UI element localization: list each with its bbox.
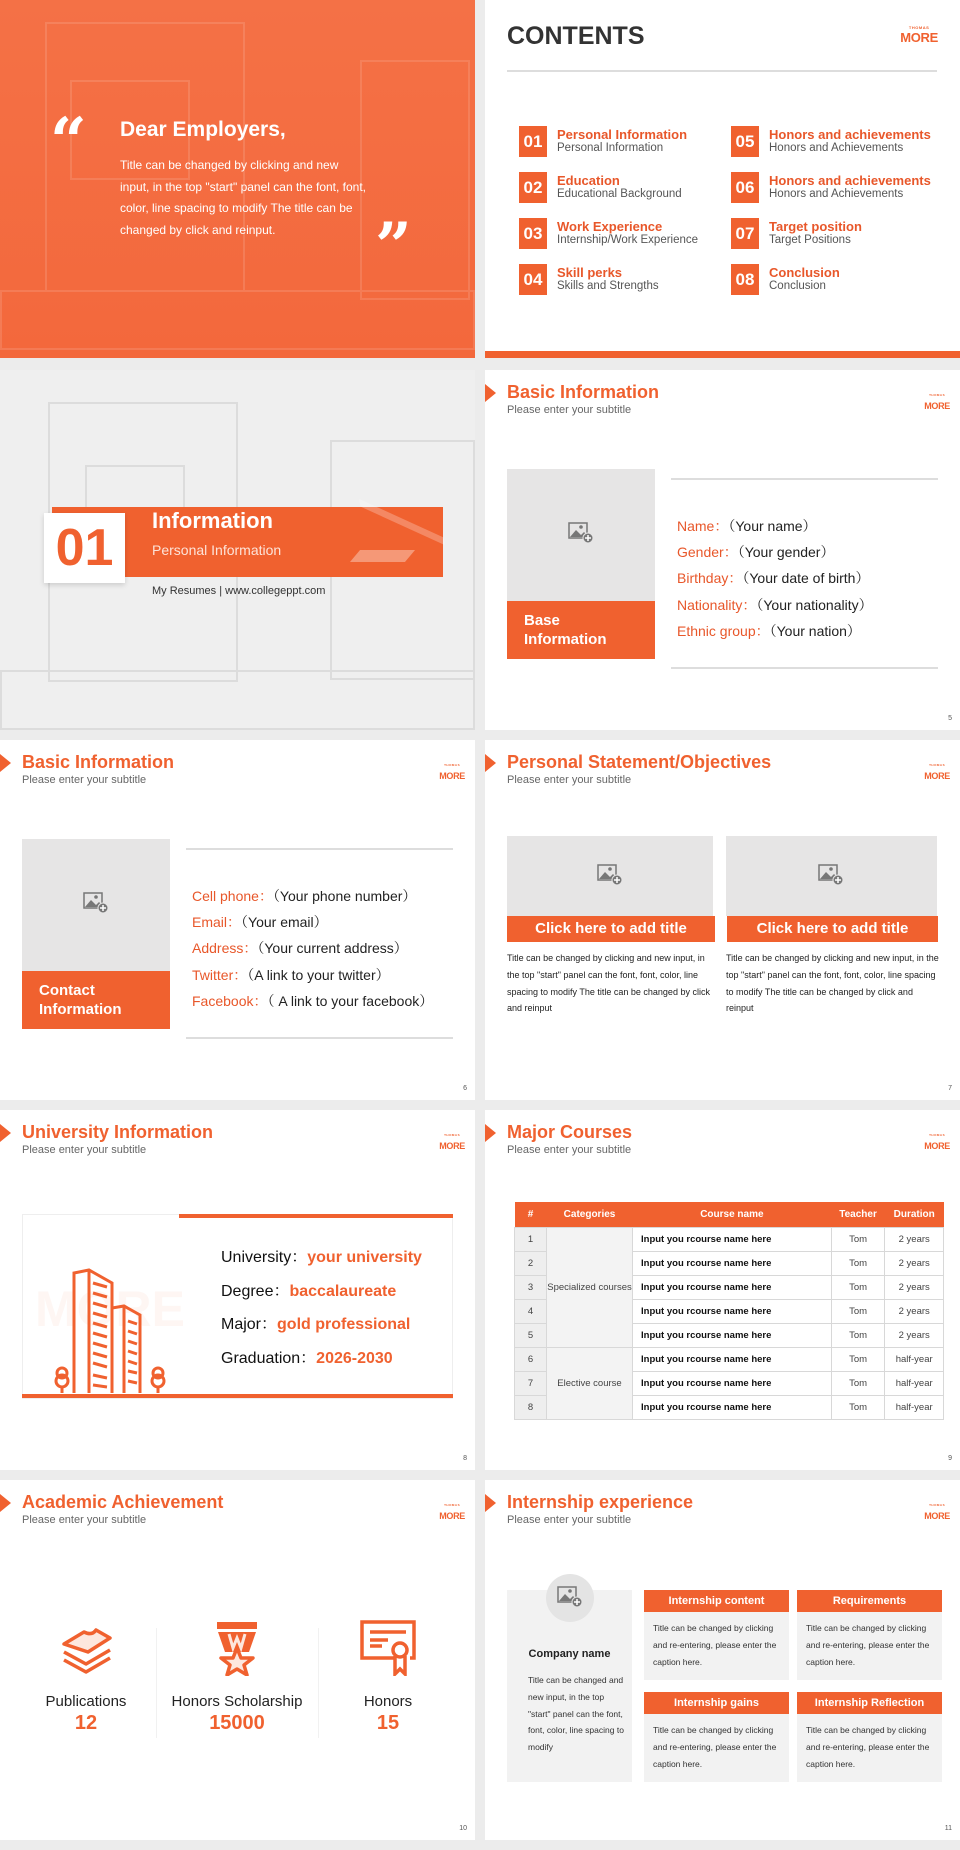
major-row: Major：gold professional: [221, 1316, 411, 1333]
slide-subtitle: Please enter your subtitle: [507, 1144, 632, 1156]
thomas-more-logo: THOMAS MORE: [439, 763, 465, 781]
photo-placeholder[interactable]: [507, 469, 655, 601]
thomas-more-logo: THOMAS MORE: [439, 1503, 465, 1521]
page-number: 8: [463, 1455, 467, 1462]
university-row: University：your university: [221, 1249, 422, 1266]
slide-title: Basic Information: [507, 382, 660, 402]
box-text: Title can be changed by clicking and re-entering, please enter the caption here.: [653, 1725, 777, 1769]
toc-subtitle: Honors and Achievements: [769, 188, 904, 200]
info-row-ethnic-group: Ethnic group：（Your nation）: [677, 623, 861, 639]
toc-item-07[interactable]: [731, 218, 862, 249]
add-title-button[interactable]: Click here to add title: [507, 916, 715, 942]
accent-bar: [22, 1394, 453, 1398]
toc-subtitle: Honors and Achievements: [769, 142, 904, 154]
toc-number: 05: [731, 126, 759, 157]
contact-information-label: Contact Information: [22, 971, 170, 1029]
slide-internship-experience[interactable]: [485, 1480, 960, 1840]
box-text: Title can be changed by clicking and re-entering, please enter the caption here.: [806, 1725, 930, 1769]
achievement-publications: [11, 1620, 161, 1735]
title-arrow-icon: [485, 1124, 496, 1142]
toc-title: Skill perks: [557, 265, 623, 280]
table-row: 7 Input you rcourse name here Tom half-year: [515, 1371, 944, 1395]
slide-title: University Information: [22, 1122, 214, 1142]
toc-item-06[interactable]: [731, 172, 931, 203]
table-row: 1 Specialized courses Input you rcourse name here Tom 2 years: [515, 1227, 944, 1251]
achievement-label: Honors: [363, 1693, 413, 1710]
info-row-cell-phone: Cell phone：（Your phone number）: [192, 888, 417, 904]
logo-watermark: MORE: [35, 1281, 185, 1337]
achievement-label: Publications: [45, 1693, 127, 1710]
achievement-value: 15: [376, 1712, 400, 1734]
slide-academic-achievement[interactable]: [0, 1480, 475, 1840]
toc-title: Honors and achievements: [769, 173, 931, 188]
toc-subtitle: Conclusion: [769, 280, 826, 292]
table-row: 4 Input you rcourse name here Tom 2 years: [515, 1299, 944, 1323]
greeting-title: Dear Employers,: [120, 118, 286, 141]
slide-major-courses[interactable]: [485, 1110, 960, 1470]
info-row-gender: Gender：（Your gender）: [677, 544, 835, 560]
greeting-body: Title can be changed by clicking and new input, in the top "start" panel can the font, font, color, line spacing to modify The title can be changed by click and reinput.: [120, 158, 367, 237]
slide-title: Major Courses: [507, 1122, 633, 1142]
toc-subtitle: Skills and Strengths: [557, 280, 659, 292]
box-heading: Internship Reflection: [797, 1692, 942, 1714]
toc-subtitle: Internship/Work Experience: [557, 234, 699, 246]
divider-line: [671, 667, 938, 669]
column-separator: [156, 1628, 157, 1738]
toc-number: 08: [731, 264, 759, 295]
graduation-row: Graduation：2026-2030: [221, 1350, 393, 1367]
achievement-label: Honors Scholarship: [171, 1693, 303, 1710]
courses-table: [514, 1202, 944, 1420]
toc-title: Personal Information: [557, 127, 688, 142]
accent-bar: [179, 1214, 453, 1218]
title-arrow-icon: [0, 754, 11, 772]
toc-subtitle: Personal Information: [557, 142, 664, 154]
requirements-box: [797, 1590, 942, 1680]
toc-number: 06: [731, 172, 759, 203]
toc-number: 03: [519, 218, 547, 249]
title-arrow-icon: [0, 1124, 11, 1142]
degree-row: Degree：baccalaureate: [221, 1283, 397, 1300]
toc-number: 04: [519, 264, 547, 295]
table-row: 8 Input you rcourse name here Tom half-year: [515, 1395, 944, 1419]
title-arrow-icon: [485, 1494, 496, 1512]
add-title-button[interactable]: Click here to add title: [727, 916, 938, 942]
table-row: 5 Input you rcourse name here Tom 2 years: [515, 1323, 944, 1347]
info-row-name: Name：（Your name）: [677, 518, 817, 534]
toc-number: 01: [519, 126, 547, 157]
slide-subtitle: Please enter your subtitle: [22, 774, 147, 786]
close-quote-icon: ”: [375, 209, 412, 284]
toc-item-04[interactable]: [519, 264, 659, 295]
section-footer: My Resumes | www.collegeppt.com: [152, 585, 326, 597]
add-image-icon: [597, 864, 623, 886]
slide-subtitle: Please enter your subtitle: [507, 774, 632, 786]
page-number: 9: [948, 1455, 952, 1462]
page-number: 10: [459, 1825, 467, 1832]
info-row-birthday: Birthday：（Your date of birth）: [677, 570, 870, 586]
achievement-honors: [313, 1620, 463, 1735]
internship-content-box: [644, 1590, 789, 1680]
table-row: 3 Input you rcourse name here Tom 2 years: [515, 1275, 944, 1299]
thomas-more-logo: THOMAS MORE: [900, 25, 938, 45]
col-header-course-name: Course name: [633, 1202, 832, 1227]
slide-personal-statement[interactable]: [485, 740, 960, 1100]
slide-subtitle: Please enter your subtitle: [22, 1144, 147, 1156]
box-heading: Requirements: [797, 1590, 942, 1612]
col-header-duration: Duration: [885, 1202, 944, 1227]
slide-subtitle: Please enter your subtitle: [22, 1514, 147, 1526]
info-row-address: Address：（Your current address）: [192, 940, 408, 956]
info-row-facebook: Facebook：（ A link to your facebook）: [192, 993, 434, 1009]
toc-title: Honors and achievements: [769, 127, 931, 142]
section-title: Information: [152, 508, 273, 533]
divider-line: [671, 478, 938, 480]
company-name: Company name: [528, 1648, 611, 1660]
contents-title: CONTENTS: [507, 22, 645, 50]
achievement-value: 12: [74, 1712, 98, 1734]
statement-text: Title can be changed by clicking and new input, in the top "start" panel can the font, font, color, line spacing to modify The title can be changed by click and reinput: [507, 953, 710, 1014]
table-header-row: [515, 1202, 944, 1227]
toc-item-02[interactable]: [519, 172, 682, 203]
box-text: Title can be changed by clicking and re-entering, please enter the caption here.: [806, 1623, 930, 1667]
toc-title: Target position: [769, 219, 862, 234]
toc-item-08[interactable]: [731, 264, 840, 295]
toc-number: 07: [731, 218, 759, 249]
accent-bottom-bar: [485, 351, 960, 358]
section-subtitle: Personal Information: [152, 542, 282, 558]
award-ribbon-star-icon: [209, 1620, 265, 1676]
stacked-papers-icon: [58, 1620, 114, 1676]
slide-section-divider[interactable]: [0, 370, 475, 730]
toc-title: Conclusion: [769, 265, 840, 280]
slide-basic-information[interactable]: [485, 370, 960, 730]
col-header-categories: Categories: [547, 1202, 633, 1227]
toc-subtitle: Educational Background: [557, 188, 682, 200]
category-cell: Specialized courses: [547, 1227, 633, 1347]
internship-gains-box: [644, 1692, 789, 1782]
open-quote-icon: “: [50, 104, 87, 179]
page-number: 6: [463, 1085, 467, 1092]
thomas-more-logo: THOMAS MORE: [924, 1503, 950, 1521]
page-number: 7: [948, 1085, 952, 1092]
toc-item-01[interactable]: [519, 126, 687, 157]
thomas-more-logo: THOMAS MORE: [924, 1133, 950, 1151]
divider-line: [186, 848, 453, 850]
company-logo-placeholder[interactable]: [546, 1574, 594, 1622]
divider-line: [186, 1037, 453, 1039]
thomas-more-logo: THOMAS MORE: [924, 393, 950, 411]
slide-title: Academic Achievement: [22, 1492, 224, 1512]
table-row: 6 Elective course Input you rcourse name here Tom half-year: [515, 1347, 944, 1371]
section-number: 01: [44, 513, 125, 583]
image-placeholder[interactable]: [726, 836, 937, 916]
certificate-icon: [360, 1620, 416, 1676]
table-row: 2 Input you rcourse name here Tom 2 years: [515, 1251, 944, 1275]
page-number: 11: [944, 1825, 952, 1832]
slide-contact-information[interactable]: [0, 740, 475, 1100]
title-arrow-icon: [485, 754, 496, 772]
slide-cover-quote[interactable]: [0, 0, 475, 358]
decorative-stripe: [350, 550, 415, 562]
page-number: 5: [948, 715, 952, 722]
slide-subtitle: Please enter your subtitle: [507, 1514, 632, 1526]
slide-title: Personal Statement/Objectives: [507, 752, 772, 772]
thomas-more-logo: THOMAS MORE: [924, 763, 950, 781]
slide-title: Internship experience: [507, 1492, 694, 1512]
slide-contents[interactable]: [485, 0, 960, 358]
toc-number: 02: [519, 172, 547, 203]
box-heading: Internship gains: [644, 1692, 789, 1714]
achievement-honors-scholarship: [162, 1620, 312, 1735]
box-heading: Internship content: [644, 1590, 789, 1612]
statement-text: Title can be changed by clicking and new input, in the top "start" panel can the font, font, color, line spacing to modify The title can be changed by click and reinput: [726, 953, 939, 1014]
col-header-number: #: [515, 1202, 547, 1227]
photo-placeholder[interactable]: [22, 839, 170, 971]
add-image-icon: [818, 864, 844, 886]
toc-subtitle: Target Positions: [769, 234, 851, 246]
slide-university-information[interactable]: [0, 1110, 475, 1470]
slide-subtitle: Please enter your subtitle: [507, 404, 632, 416]
buildings-icon: [52, 1263, 172, 1396]
info-row-nationality: Nationality：（Your nationality）: [677, 597, 873, 613]
info-row-email: Email：（Your email）: [192, 914, 328, 930]
toc-title: Education: [557, 173, 620, 188]
category-cell: Elective course: [547, 1347, 633, 1419]
slide-title: Basic Information: [22, 752, 175, 772]
add-image-icon: [83, 892, 109, 914]
image-placeholder[interactable]: [507, 836, 713, 916]
box-text: Title can be changed by clicking and re-entering, please enter the caption here.: [653, 1623, 777, 1667]
col-header-teacher: Teacher: [831, 1202, 885, 1227]
base-information-label: Base Information: [507, 601, 655, 659]
add-image-icon: [557, 1586, 583, 1608]
info-row-twitter: Twitter：（A link to your twitter）: [192, 967, 390, 983]
achievement-value: 15000: [209, 1712, 265, 1734]
divider-line: [507, 70, 937, 72]
title-arrow-icon: [485, 384, 496, 402]
toc-item-03[interactable]: [519, 218, 698, 249]
internship-reflection-box: [797, 1692, 942, 1782]
add-image-icon: [568, 522, 594, 544]
title-arrow-icon: [0, 1494, 11, 1512]
thomas-more-logo: THOMAS MORE: [439, 1133, 465, 1151]
company-description: Title can be changed and new input, in the top "start" panel can the font, font, color, line spacing to modify: [528, 1675, 624, 1753]
toc-title: Work Experience: [557, 219, 663, 234]
toc-item-05[interactable]: [731, 126, 931, 157]
